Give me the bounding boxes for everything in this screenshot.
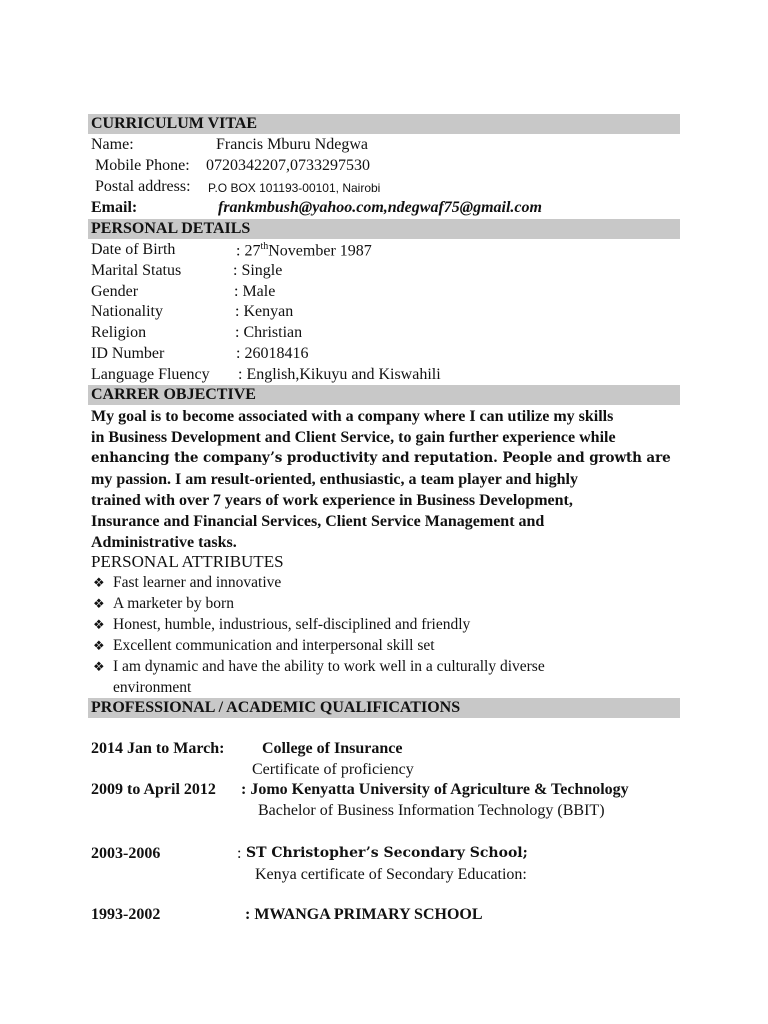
attribute-item: ❖ Fast learner and innovative xyxy=(93,574,282,591)
objective-line: My goal is to become associated with a company where I can utilize my skills xyxy=(91,408,614,425)
qual-period: 2009 to April 2012 xyxy=(91,781,216,798)
name-label: Name: xyxy=(91,136,134,153)
attribute-item: ❖ A marketer by born xyxy=(93,595,234,612)
attribute-item: ❖ Excellent communication and interpersonal skill set xyxy=(93,637,435,654)
qual-award: Bachelor of Business Information Technology (BBIT) xyxy=(258,802,605,819)
diamond-bullet-icon: ❖ xyxy=(93,638,105,653)
objective-line: enhancing the company’s productivity and reputation. People and growth are xyxy=(91,450,671,466)
diamond-bullet-icon: ❖ xyxy=(93,617,105,632)
postal-label: Postal address: xyxy=(95,178,191,195)
qual-separator: : xyxy=(237,845,242,862)
postal-value: P.O BOX 101193-00101, Nairobi xyxy=(208,181,381,195)
religion-value: : Christian xyxy=(235,324,303,341)
diamond-bullet-icon: ❖ xyxy=(93,575,105,590)
objective-line: Insurance and Financial Services, Client Service Management and xyxy=(91,513,545,530)
nationality-label: Nationality xyxy=(91,303,163,320)
gender-label: Gender xyxy=(91,283,139,300)
marital-label: Marital Status xyxy=(91,262,182,279)
cv-title: CURRICULUM VITAE xyxy=(91,115,258,132)
qual-institution: : Jomo Kenyatta University of Agriculture & Technology xyxy=(241,781,629,798)
id-value: : 26018416 xyxy=(236,345,309,362)
dob-value: : 27thNovember 1987 xyxy=(236,241,372,260)
qualifications-heading: PROFESSIONAL / ACADEMIC QUALIFICATIONS xyxy=(91,699,461,716)
qual-award: Certificate of proficiency xyxy=(252,761,414,778)
objective-line: my passion. I am result-oriented, enthusiastic, a team player and highly xyxy=(91,471,578,488)
mobile-label: Mobile Phone: xyxy=(95,157,190,174)
qual-period: 2014 Jan to March: xyxy=(91,740,225,757)
qual-period: 2003-2006 xyxy=(91,845,161,862)
attribute-item-continuation: environment xyxy=(113,679,192,696)
email-label: Email: xyxy=(91,199,138,216)
qual-period: 1993-2002 xyxy=(91,906,161,923)
name-value: Francis Mburu Ndegwa xyxy=(216,136,368,153)
marital-value: : Single xyxy=(233,262,283,279)
objective-line: trained with over 7 years of work experience in Business Development, xyxy=(91,492,573,509)
qual-institution: : MWANGA PRIMARY SCHOOL xyxy=(245,906,483,923)
religion-label: Religion xyxy=(91,324,147,341)
id-label: ID Number xyxy=(91,345,165,362)
gender-value: : Male xyxy=(234,283,276,300)
qual-award: Kenya certificate of Secondary Education: xyxy=(255,866,527,883)
personal-details-heading: PERSONAL DETAILS xyxy=(91,220,251,237)
nationality-value: : Kenyan xyxy=(235,303,294,320)
attribute-item: ❖ I am dynamic and have the ability to work well in a culturally diverse xyxy=(93,658,545,675)
objective-line: Administrative tasks. xyxy=(91,534,237,551)
qual-institution: ST Christopher’s Secondary School; xyxy=(246,845,528,861)
objective-line: in Business Development and Client Service, to gain further experience while xyxy=(91,429,616,446)
language-value: : English,Kikuyu and Kiswahili xyxy=(238,366,441,383)
objective-heading: CARRER OBJECTIVE xyxy=(91,386,256,403)
mobile-value: 0720342207,0733297530 xyxy=(206,157,370,174)
diamond-bullet-icon: ❖ xyxy=(93,596,105,611)
attributes-heading: PERSONAL ATTRIBUTES xyxy=(91,552,284,571)
dob-label: Date of Birth xyxy=(91,241,176,258)
email-value: frankmbush@yahoo.com,ndegwaf75@gmail.com xyxy=(218,199,542,216)
qual-institution: College of Insurance xyxy=(262,740,403,757)
diamond-bullet-icon: ❖ xyxy=(93,659,105,674)
language-label: Language Fluency xyxy=(91,366,210,383)
attribute-item: ❖ Honest, humble, industrious, self-disciplined and friendly xyxy=(93,616,471,633)
objective-text xyxy=(91,406,691,553)
